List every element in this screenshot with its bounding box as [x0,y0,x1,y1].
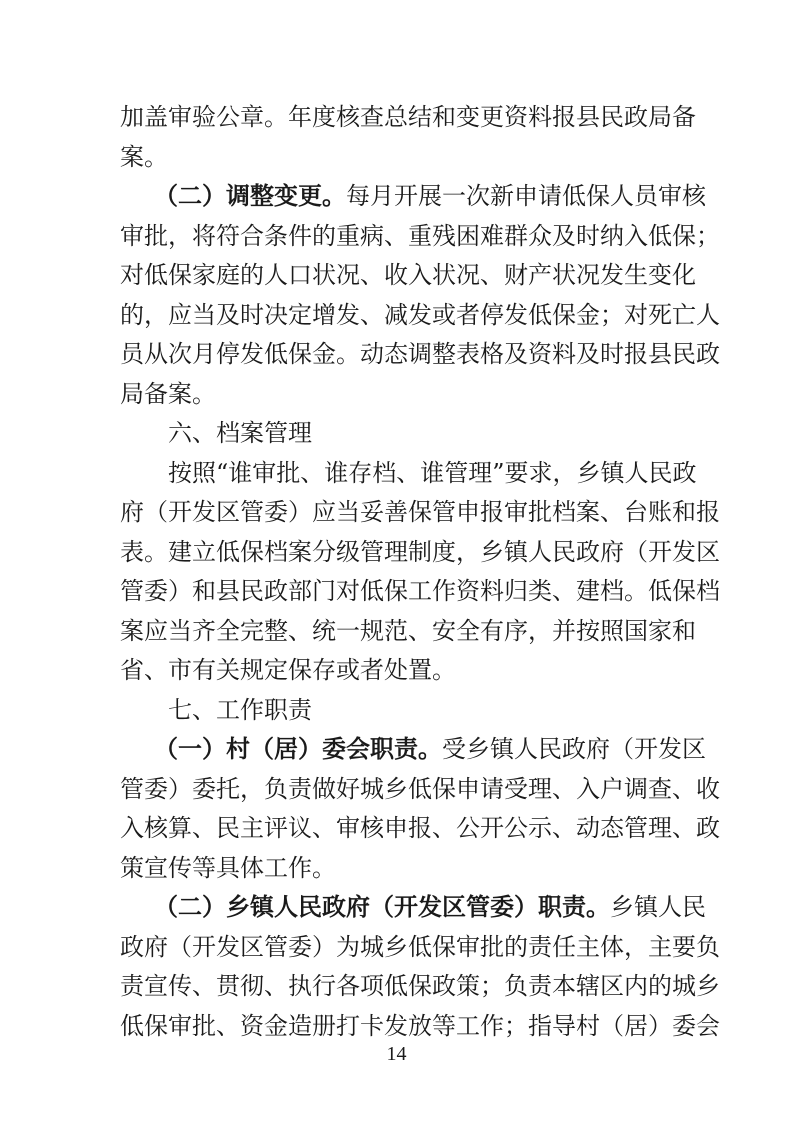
body-line: 责宣传、贯彻、执行各项低保政策；负责本辖区内的城乡 [120,972,720,1000]
body-text: 每月开展一次新申请低保人员审核 [346,182,706,210]
body-line: 案应当齐全完整、统一规范、安全有序，并按照国家和 [120,617,696,645]
body-line: 低保审批、资金造册打卡发放等工作；指导村（居）委会 [120,1012,720,1040]
section-heading: 七、工作职责 [168,696,312,724]
body-line: 政府（开发区管委）为城乡低保审批的责任主体，主要负 [120,933,720,961]
body-line: 入核算、民主评议、审核申报、公开公示、动态管理、政 [120,814,720,842]
body-line: 按照“谁审批、谁存档、谁管理”要求，乡镇人民政 [168,459,697,487]
body-line: 策宣传等具体工作。 [120,854,336,882]
body-line: 审批，将符合条件的重病、重残困难群众及时纳入低保； [120,222,720,250]
body-line: 加盖审验公章。年度核查总结和变更资料报县民政局备 [120,103,696,131]
subsection-line [154,176,706,216]
body-line: 局备案。 [120,380,216,408]
body-line: 管委）和县民政部门对低保工作资料归类、建档。低保档 [120,577,720,605]
subsection-line [154,729,706,769]
body-line: 对低保家庭的人口状况、收入状况、财产状况发生变化 [120,261,696,289]
subsection-line [154,887,706,927]
body-line: 省、市有关规定保存或者处置。 [120,656,456,684]
subsection-heading: （二）乡镇人民政府（开发区管委）职责。 [154,892,610,921]
body-text: 受乡镇人民政府（开发区 [442,735,706,763]
body-line: 管委）委托，负责做好城乡低保申请受理、入户调查、收 [120,775,720,803]
section-heading: 六、档案管理 [168,419,312,447]
subsection-heading: （一）村（居）委会职责。 [154,734,442,763]
body-line: 的，应当及时决定增发、减发或者停发低保金；对死亡人 [120,301,720,329]
body-line: 员从次月停发低保金。动态调整表格及资料及时报县民政 [120,340,720,368]
page-number: 14 [386,1043,407,1065]
subsection-heading: （二）调整变更。 [154,181,346,210]
body-line: 表。建立低保档案分级管理制度，乡镇人民政府（开发区 [120,538,720,566]
body-line: 府（开发区管委）应当妥善保管申报审批档案、台账和报 [120,498,720,526]
body-text: 乡镇人民 [610,893,706,921]
body-line: 案。 [120,143,168,171]
